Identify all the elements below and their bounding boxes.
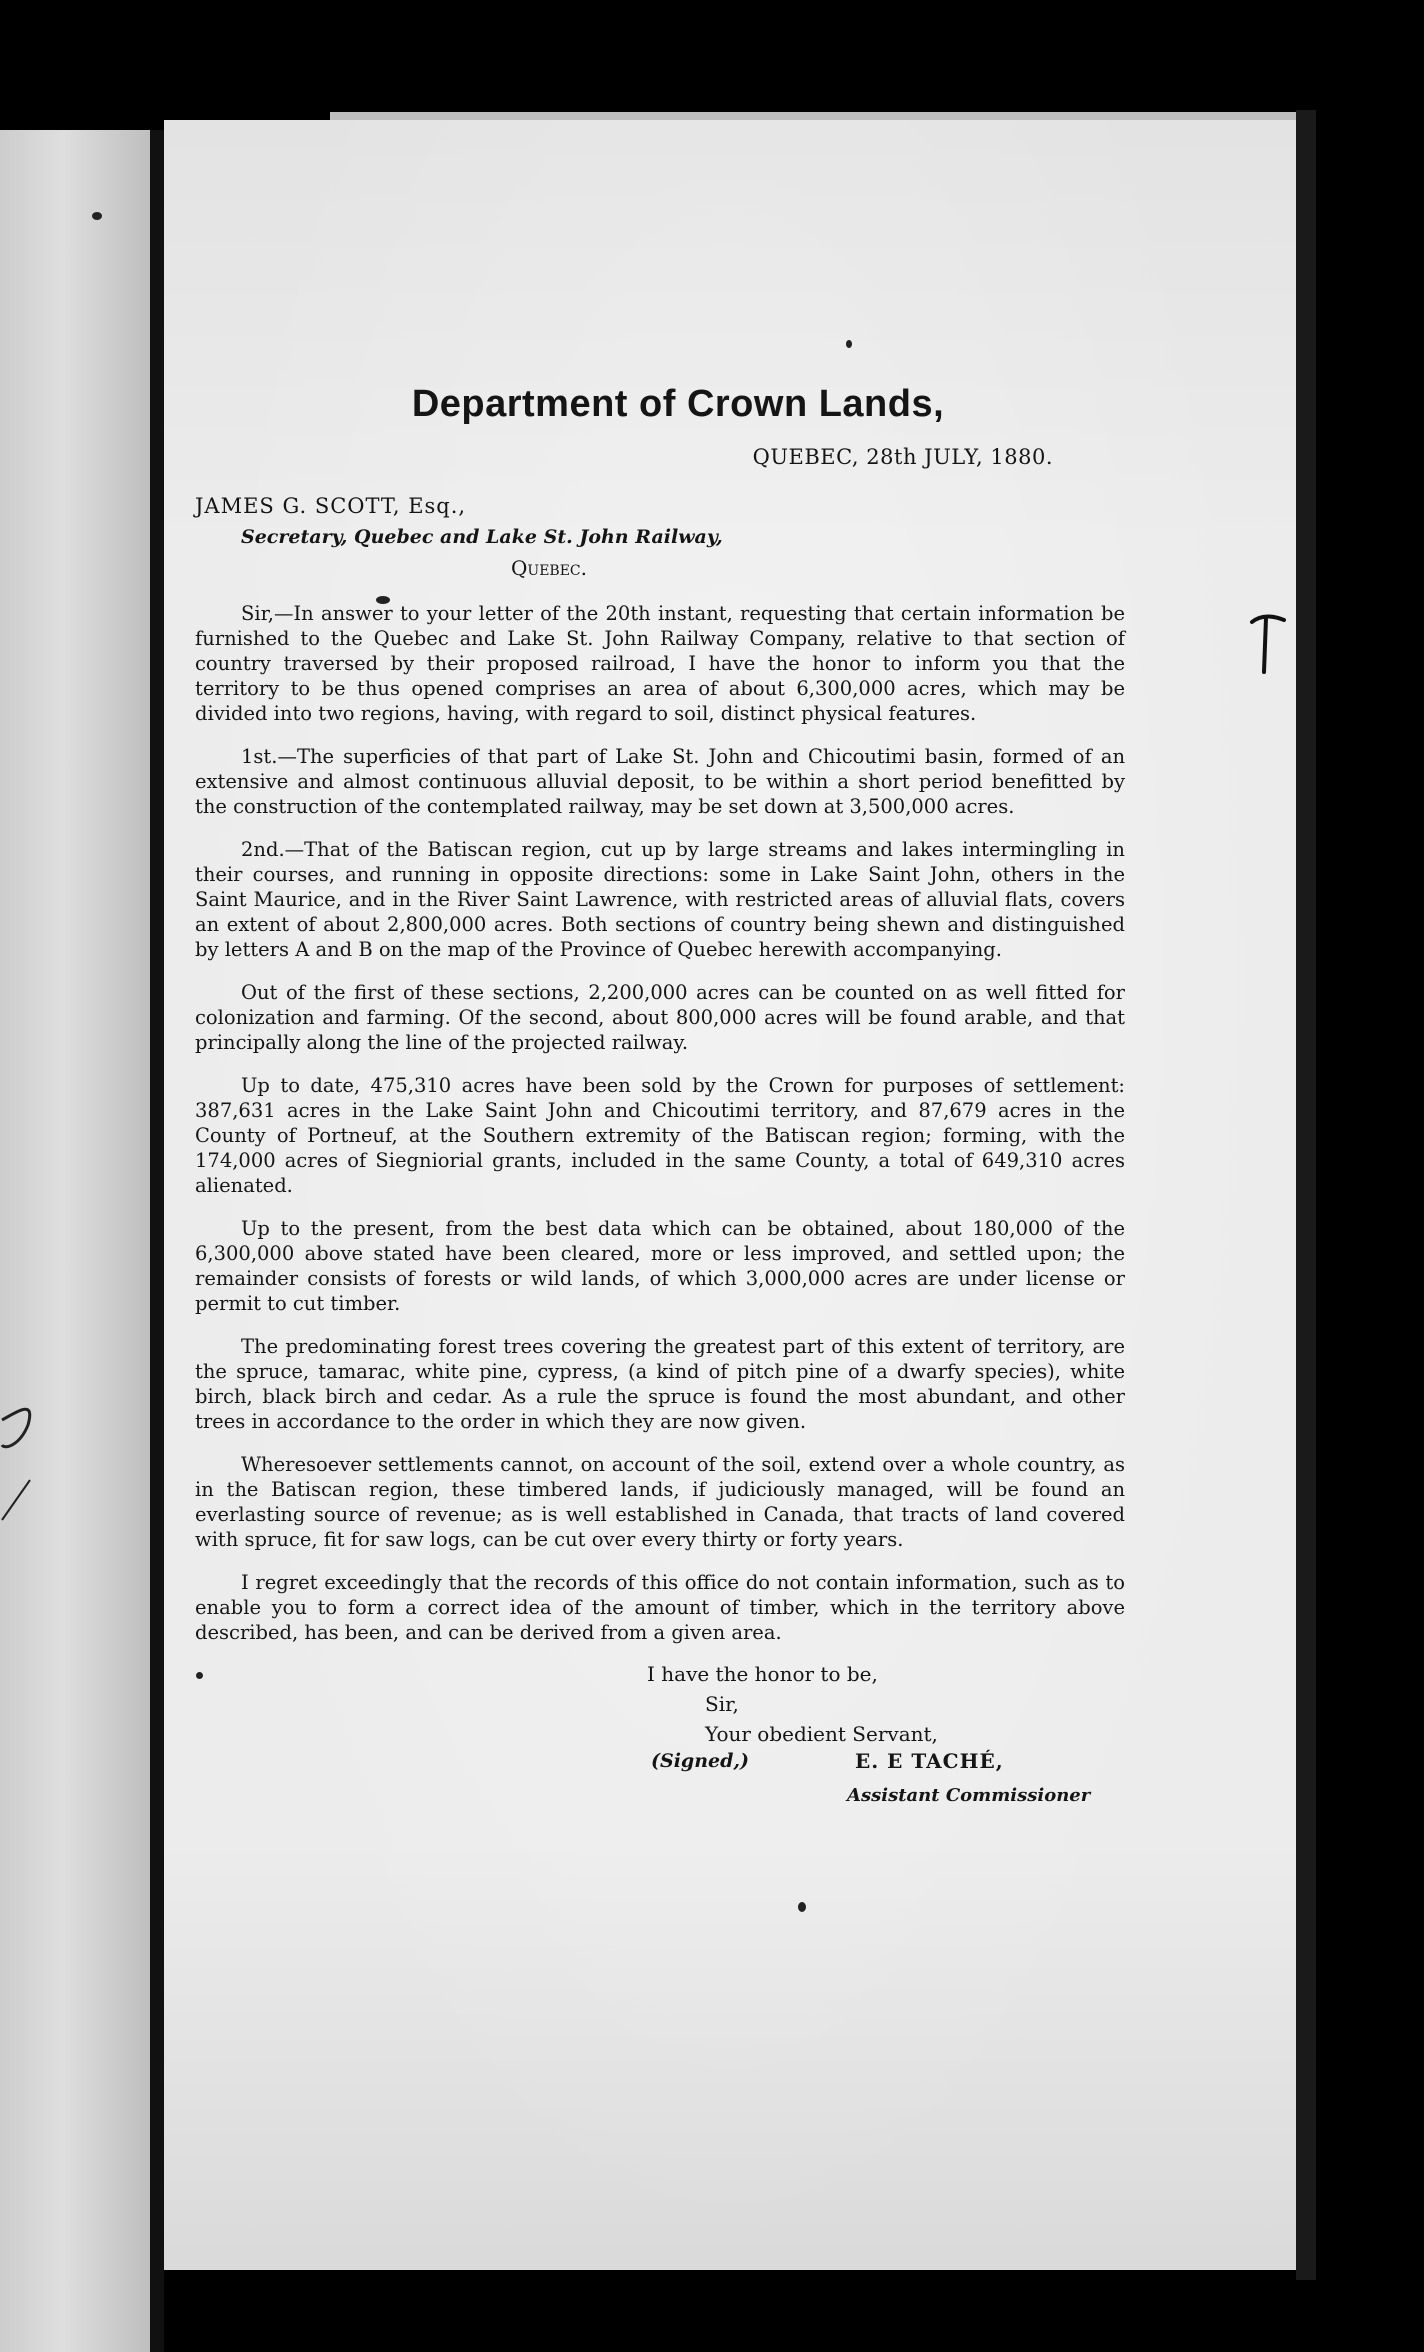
dateline: QUEBEC, 28th JULY, 1880. [752,445,1053,469]
binding-shadow [150,130,164,2352]
closing-block [647,1659,1125,1749]
ink-scribble-mark [0,1400,60,1530]
addressee-name: JAMES G. SCOTT, Esq., [195,494,467,518]
letter-body [195,370,1125,1808]
adjacent-page-edge [0,130,155,2352]
paragraph-forest-trees: The predominating forest trees covering the greatest part of this extent of territory, are the spruce, tamarac, white pine, cypress, (a kind of pitch pine of a dwarfy species), white birch, black birch and cedar. As a rule the spruce is found the most abundant, and other trees in accordance to the order in which they are now given. [195,1335,1125,1433]
scan-speck [798,1902,806,1912]
paragraph-timber-revenue: Wheresoever settlements cannot, on account of the soil, extend over a whole country, as in the Batiscan region, these timbered lands, if judiciously managed, will be found an everlasting source of revenue; as is well established in Canada, that tracts of land covered with spruce, fit for saw logs, can be cut over every thirty or forty years. [195,1453,1125,1551]
addressee-city: Quebec. [511,556,587,580]
closing-sir: Sir, [705,1692,739,1716]
signature-row [195,1749,1125,1779]
paragraph-second-region: 2nd.—That of the Batiscan region, cut up by large streams and lakes intermingling in their courses, and running in opposite directions: some in Lake Saint John, others in the Saint Maurice, and in the River Saint Lawrence, with restricted areas of alluvial flats, covers an extent of about 2,800,000 acres. Both sections of country being shewn and distinguished by letters A and B on the map of the Province of Quebec herewith accompanying. [195,838,1125,961]
paragraph-salutation: Sir,—In answer to your letter of the 20th instant, requesting that certain information be furnished to the Quebec and Lake St. John Railway Company, relative to that section of country traversed by their proposed railroad, I have the honor to inform you that the territory to be thus opened comprises an area of about 6,300,000 acres, which may be divided into two regions, having, with regard to soil, distinct physical features. [195,602,1125,725]
paragraph-regret: I regret exceedingly that the records of this office do not contain information, such as to enable you to form a correct idea of the amount of timber, which in the territory above described, has been, and can be derived from a given area. [195,1571,1125,1644]
signed-label: (Signed,) [651,1750,750,1772]
addressee-title: Secretary, Quebec and Lake St. John Railway, [241,526,723,548]
page-right-edge [1296,110,1316,2280]
margin-pencil-mark [1248,612,1288,682]
paragraph-arable-land: Out of the first of these sections, 2,200,000 acres can be counted on as well fitted for colonization and farming. Of the second, about 800,000 acres will be found arable, and that principally along the line of the projected railway. [195,981,1125,1054]
signer-title: Assistant Commissioner [847,1785,1091,1806]
closing-servant: Your obedient Servant, [705,1722,938,1746]
letter-heading: Department of Crown Lands, [411,383,945,425]
scan-speck [846,340,852,348]
scan-speck [92,212,102,220]
paragraph-lands-sold: Up to date, 475,310 acres have been sold by the Crown for purposes of settlement: 387,631 acres in the Lake Saint John and Chicoutimi territory, and 87,679 acres in the County of Portneuf, at the Southern extremity of the Batiscan region; forming, with the 174,000 acres of Siegniorial grants, included in the same County, a total of 649,310 acres alienated. [195,1074,1125,1197]
paragraph-first-region: 1st.—The superficies of that part of Lake St. John and Chicoutimi basin, formed of an extensive and almost continuous alluvial deposit, to be within a short period benefitted by the construction of the contemplated railway, may be set down at 3,500,000 acres. [195,745,1125,818]
closing-line: I have the honor to be, [647,1662,878,1686]
paragraph-cleared-lands: Up to the present, from the best data which can be obtained, about 180,000 of the 6,300,000 above stated have been cleared, more or less improved, and settled upon; the remainder consists of forests or wild lands, of which 3,000,000 acres are under license or permit to cut timber. [195,1217,1125,1315]
signer-name: E. E TACHÉ, [855,1749,1004,1773]
